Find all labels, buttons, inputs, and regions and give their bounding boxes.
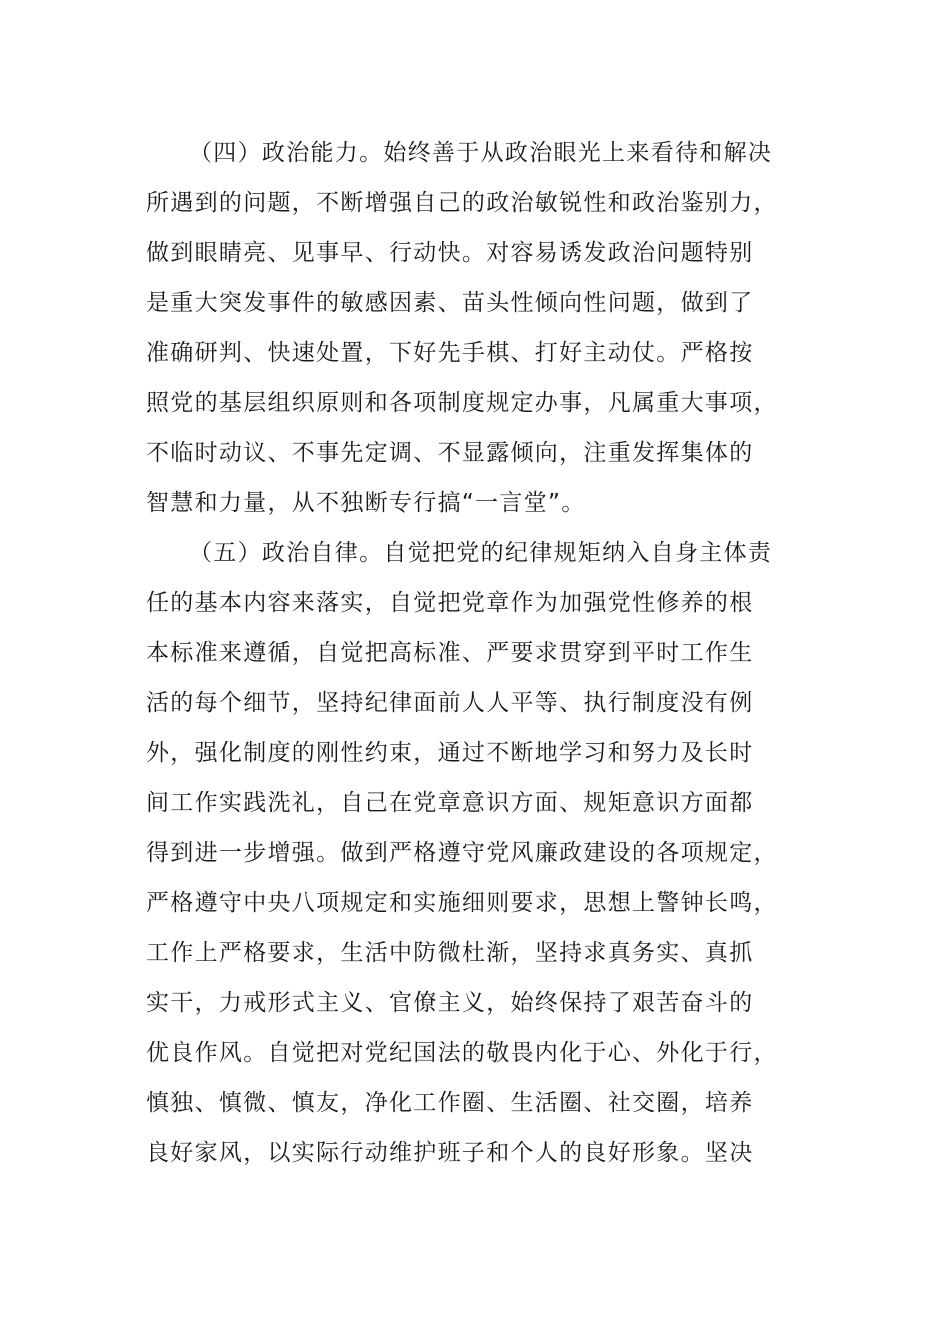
text-line: 不临时动议、不事先定调、不显露倾向，注重发挥集体的 [146, 440, 754, 466]
text-line: 做到眼睛亮、见事早、行动快。对容易诱发政治问题特别 [146, 240, 754, 266]
text-line: 准确研判、快速处置，下好先手棋、打好主动仗。严格按 [146, 340, 754, 366]
text-line: 外，强化制度的刚性约束，通过不断地学习和努力及长时 [146, 740, 754, 766]
text-line: 智慧和力量，从不独断专行搞“一言堂”。 [146, 490, 586, 516]
paragraph-5-heading-line: （五）政治自律。自觉把党的纪律规矩纳入自身主体责 [189, 540, 773, 566]
text-line: 慎独、慎微、慎友，净化工作圈、生活圈、社交圈，培养 [146, 1090, 754, 1116]
text-line: 本标准来遵循，自觉把高标准、严要求贯穿到平时工作生 [146, 640, 754, 666]
text-line: 实干，力戒形式主义、官僚主义，始终保持了艰苦奋斗的 [146, 990, 754, 1016]
text-line: 照党的基层组织原则和各项制度规定办事，凡属重大事项， [146, 390, 778, 416]
text-line: 工作上严格要求，生活中防微杜渐，坚持求真务实、真抓 [146, 940, 754, 966]
text-line: 是重大突发事件的敏感因素、苗头性倾向性问题，做到了 [146, 290, 754, 316]
text-line: 间工作实践洗礼，自己在党章意识方面、规矩意识方面都 [146, 790, 754, 816]
text-line: 所遇到的问题，不断增强自己的政治敏锐性和政治鉴别力， [146, 190, 778, 216]
text-line: 良好家风，以实际行动维护班子和个人的良好形象。坚决 [146, 1140, 754, 1166]
text-line: 活的每个细节，坚持纪律面前人人平等、执行制度没有例 [146, 690, 754, 716]
text-line: 任的基本内容来落实，自觉把党章作为加强党性修养的根 [146, 590, 754, 616]
text-line: 优良作风。自觉把对党纪国法的敬畏内化于心、外化于行， [146, 1040, 778, 1066]
text-line: 得到进一步增强。做到严格遵守党风廉政建设的各项规定， [146, 840, 778, 866]
paragraph-4-heading-line: （四）政治能力。始终善于从政治眼光上来看待和解决 [189, 140, 773, 166]
text-line: 严格遵守中央八项规定和实施细则要求，思想上警钟长鸣， [146, 890, 778, 916]
